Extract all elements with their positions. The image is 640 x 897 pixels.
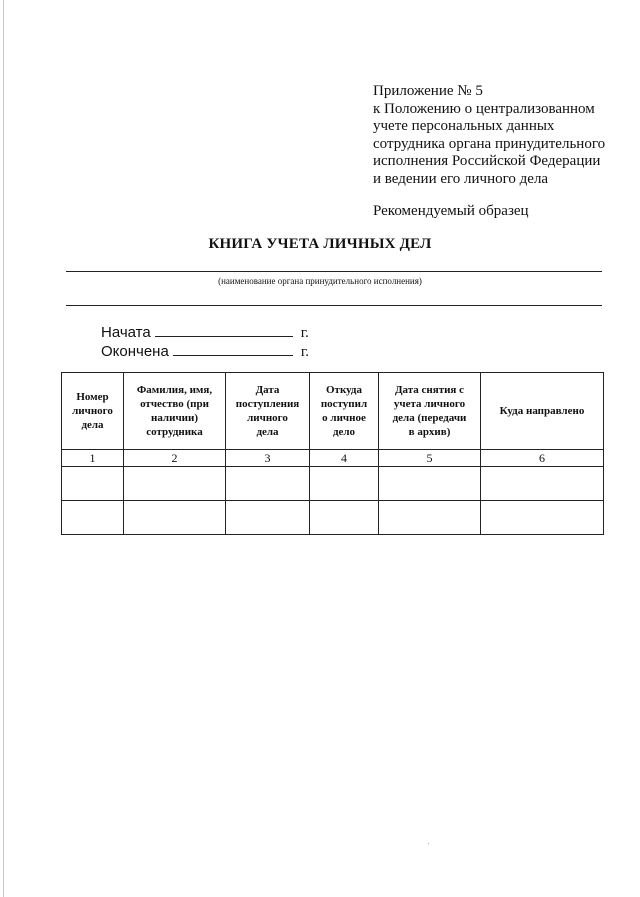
empty-cell (379, 501, 481, 535)
header-text: дела (передачи (392, 412, 467, 424)
empty-cell (124, 467, 226, 501)
column-number-cell: 5 (379, 450, 481, 467)
started-label: Начата (101, 324, 151, 341)
table-row (62, 501, 604, 535)
appendix-line: Приложение № 5 (373, 83, 483, 99)
header-text: Фамилия, имя, (136, 384, 213, 396)
personal-files-ledger-table (61, 372, 604, 535)
table-row (62, 467, 604, 501)
document-title: КНИГА УЧЕТА ЛИЧНЫХ ДЕЛ (208, 236, 432, 252)
year-suffix: г. (300, 344, 310, 360)
column-number-cell: 3 (226, 450, 310, 467)
table-header-row (62, 373, 604, 450)
organization-name-line (66, 271, 602, 272)
header-text: отчество (при (140, 398, 209, 410)
column-number-cell: 6 (481, 450, 604, 467)
column-number-cell: 4 (310, 450, 379, 467)
ended-date-blank (173, 341, 293, 356)
header-text: дела (81, 419, 104, 431)
empty-cell (124, 501, 226, 535)
header-text: Дата (255, 384, 280, 396)
empty-cell (310, 467, 379, 501)
header-text: о личное (322, 412, 366, 424)
empty-cell (226, 467, 310, 501)
column-number-row (62, 450, 604, 467)
header-text: Дата снятия с (394, 384, 465, 396)
appendix-line: исполнения Российской Федерации (373, 153, 601, 170)
ended-date-row (101, 341, 309, 361)
organization-name-caption: (наименование органа принудительного исполнения) (218, 276, 422, 286)
scan-speck (428, 843, 429, 844)
header-text: дела (256, 426, 279, 438)
header-text: Откуда (325, 384, 362, 396)
header-text: личного (72, 405, 113, 417)
year-suffix: г. (300, 325, 309, 341)
empty-cell (62, 501, 124, 535)
empty-cell (310, 501, 379, 535)
header-text: Куда направлено (499, 405, 585, 417)
header-file-number (62, 373, 124, 450)
header-text: сотрудника (146, 426, 203, 438)
empty-cell (481, 467, 604, 501)
column-number-cell: 2 (124, 450, 226, 467)
started-date-row (101, 322, 309, 342)
header-deregistration-date (379, 373, 481, 450)
header-text: наличии) (151, 412, 198, 424)
appendix-line: к Положению о централизованном (373, 100, 595, 117)
header-text: поступил (320, 398, 368, 410)
header-received-from (310, 373, 379, 450)
header-text: поступления (235, 398, 300, 410)
header-text: в архив) (408, 426, 451, 438)
appendix-line: учете персональных данных (373, 118, 555, 135)
appendix-reference (373, 83, 633, 189)
header-text: учета личного (393, 398, 466, 410)
header-text: Номер (76, 391, 109, 403)
recommended-sample-label: Рекомендуемый образец (373, 203, 529, 219)
header-receipt-date (226, 373, 310, 450)
empty-cell (62, 467, 124, 501)
header-text: личного (247, 412, 288, 424)
header-full-name (124, 373, 226, 450)
empty-cell (226, 501, 310, 535)
header-sent-to (481, 373, 604, 450)
started-date-blank (155, 322, 293, 337)
ended-label: Окончена (101, 343, 169, 360)
appendix-line: сотрудника органа принудительного (373, 135, 606, 152)
empty-cell (379, 467, 481, 501)
page-edge (3, 0, 4, 897)
header-text: дело (332, 426, 356, 438)
organization-name-second-line (66, 305, 602, 306)
column-number-cell: 1 (62, 450, 124, 467)
appendix-line: и ведении его личного дела (373, 170, 549, 187)
empty-cell (481, 501, 604, 535)
